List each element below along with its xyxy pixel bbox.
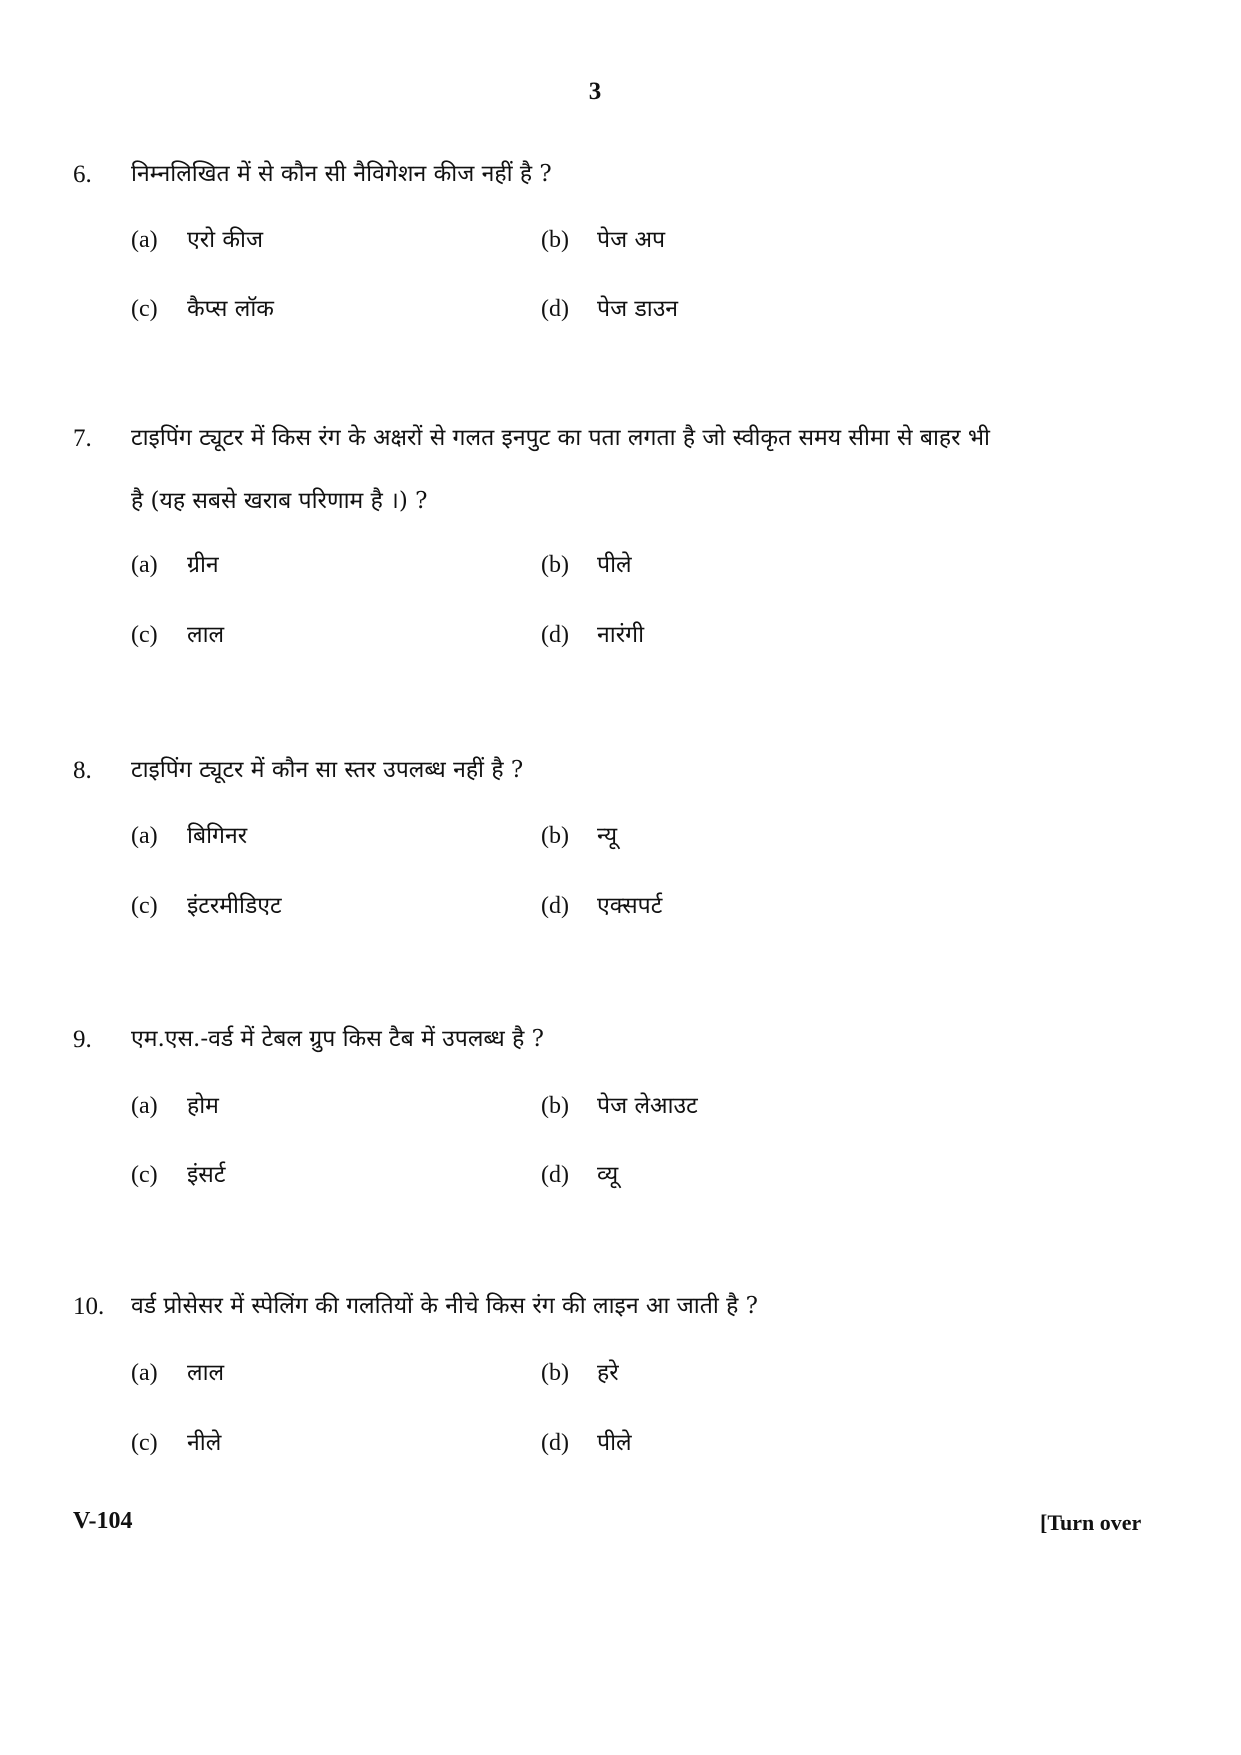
option-a: [131, 1089, 219, 1123]
option-b: [541, 819, 617, 853]
question-text: एम.एस.-वर्ड में टेबल ग्रुप किस टैब में उपलब्ध है ?: [131, 1026, 544, 1052]
option-c: [131, 618, 224, 652]
option-label: (a): [131, 552, 158, 578]
option-text: ग्रीन: [187, 552, 219, 578]
option-label: (b): [541, 552, 569, 578]
option-label: (a): [131, 227, 158, 253]
option-c: [131, 1158, 225, 1192]
option-text: बिगिनर: [187, 823, 248, 849]
option-text: एक्सपर्ट: [597, 893, 663, 919]
option-c: [131, 1426, 221, 1460]
question-7: [73, 422, 1073, 698]
question-number: 10.: [73, 1293, 105, 1320]
option-text: नारंगी: [597, 622, 645, 648]
option-label: (b): [541, 823, 569, 849]
option-label: (d): [541, 1162, 569, 1188]
option-text: इंटरमीडिएट: [187, 893, 282, 919]
option-label: (a): [131, 1360, 158, 1386]
option-d: [541, 1158, 618, 1192]
option-text: व्यू: [597, 1162, 619, 1188]
options: [131, 1356, 1031, 1506]
option-text: लाल: [187, 622, 225, 648]
option-b: [541, 1356, 619, 1390]
question-text: टाइपिंग ट्यूटर में कौन सा स्तर उपलब्ध नहीं है ?: [131, 757, 524, 783]
option-text: न्यू: [597, 823, 618, 849]
option-text: पीले: [597, 552, 632, 578]
option-label: (c): [131, 893, 158, 919]
question-text: टाइपिंग ट्यूटर में किस रंग के अक्षरों से गलत इनपुट का पता लगता है जो स्वीकृत समय सीमा से बाहर भी: [131, 425, 990, 451]
question-10: [73, 1290, 1073, 1506]
option-label: (c): [131, 1430, 158, 1456]
option-b: [541, 223, 665, 257]
option-d: [541, 618, 644, 652]
option-text: एरो कीज: [187, 227, 264, 253]
options: [131, 548, 1031, 698]
question-9: [73, 1023, 1073, 1239]
option-d: [541, 1426, 632, 1460]
question-number: 9.: [73, 1026, 92, 1053]
option-text: पेज डाउन: [597, 296, 679, 322]
question-text: निम्नलिखित में से कौन सी नैविगेशन कीज नहीं है ?: [131, 161, 552, 187]
options: [131, 819, 1031, 969]
option-label: (d): [541, 1430, 569, 1456]
question-number: 7.: [73, 425, 92, 452]
option-text: पेज लेआउट: [597, 1093, 698, 1119]
options: [131, 223, 1031, 373]
option-c: [131, 292, 274, 326]
option-text: पीले: [597, 1430, 632, 1456]
option-text: कैप्स लॉक: [187, 296, 274, 322]
option-label: (c): [131, 622, 158, 648]
question-6: [73, 158, 1073, 373]
option-label: (c): [131, 296, 158, 322]
option-label: (b): [541, 227, 569, 253]
option-text: पेज अप: [597, 227, 666, 253]
option-label: (d): [541, 296, 569, 322]
question-number: 8.: [73, 757, 92, 784]
option-a: [131, 819, 247, 853]
page-number: 3: [588, 78, 602, 105]
option-text: लाल: [187, 1360, 225, 1386]
option-b: [541, 1089, 698, 1123]
option-d: [541, 889, 662, 923]
option-label: (d): [541, 893, 569, 919]
option-a: [131, 1356, 224, 1390]
option-text: इंसर्ट: [187, 1162, 226, 1188]
turn-over-note: [Turn over: [1040, 1510, 1142, 1535]
option-label: (a): [131, 1093, 158, 1119]
question-8: [73, 754, 1073, 969]
option-label: (d): [541, 622, 569, 648]
option-label: (c): [131, 1162, 158, 1188]
question-number: 6.: [73, 161, 92, 188]
question-text: वर्ड प्रोसेसर में स्पेलिंग की गलतियों के नीचे किस रंग की लाइन आ जाती है ?: [131, 1293, 758, 1319]
options: [131, 1089, 1031, 1239]
option-b: [541, 548, 632, 582]
option-text: हरे: [597, 1360, 619, 1386]
paper-code: V-104: [73, 1508, 133, 1534]
option-a: [131, 223, 263, 257]
question-text-continued: है (यह सबसे खराब परिणाम है ।) ?: [131, 488, 428, 514]
option-c: [131, 889, 282, 923]
option-a: [131, 548, 219, 582]
option-label: (b): [541, 1360, 569, 1386]
option-d: [541, 292, 678, 326]
option-text: होम: [187, 1093, 219, 1119]
option-text: नीले: [187, 1430, 222, 1456]
option-label: (b): [541, 1093, 569, 1119]
option-label: (a): [131, 823, 158, 849]
